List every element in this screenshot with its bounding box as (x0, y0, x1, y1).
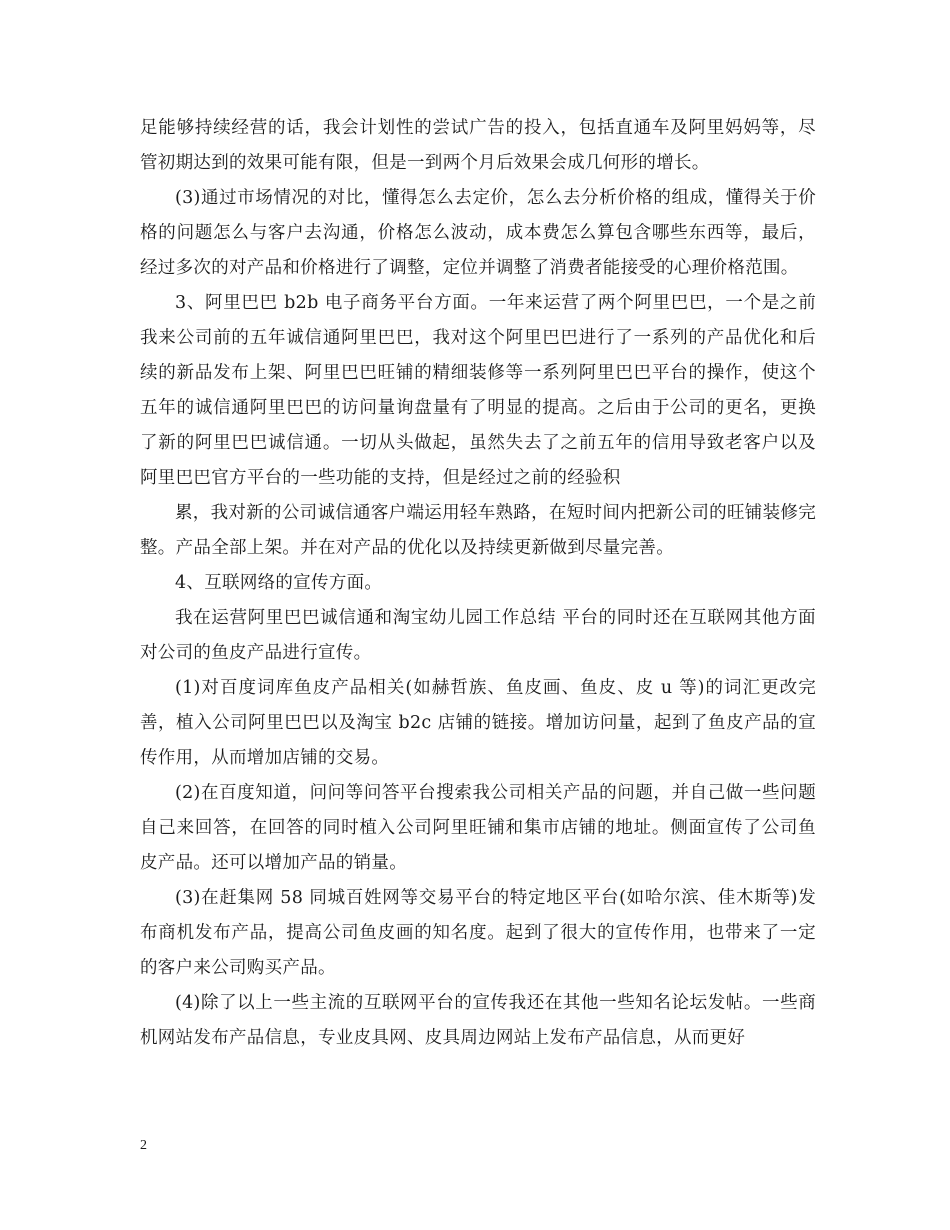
paragraph-internet-heading: 4、互联网络的宣传方面。 (175, 573, 383, 593)
paragraph-alibaba-continued: 累，我对新的公司诚信通客户端运用轻车熟路，在短时间内把新公司的旺铺装修完整。产品全部上架。并在对产品的优化以及持续更新做到尽量完善。 (140, 503, 816, 558)
paragraph-alibaba-b2b: 3、阿里巴巴 b2b 电子商务平台方面。一年来运营了两个阿里巴巴，一个是之前我来公司前的五年诚信通阿里巴巴，我对这个阿里巴巴进行了一系列的产品优化和后续的新品发布上架、阿里巴巴旺铺的精细装修等一系列阿里巴巴平台的操作，使这个五年的诚信通阿里巴巴的访问量询盘量有了明显的提高。之后由于公司的更名，更换了新的阿里巴巴诚信通。一切从头做起，虽然失去了之前五年的信用导致老客户以及阿里巴巴官方平台的一些功能的支持，但是经过之前的经验积 (140, 293, 816, 488)
paragraph-continuation: 足能够持续经营的话，我会计划性的尝试广告的投入，包括直通车及阿里妈妈等，尽管初期达到的效果可能有限，但是一到两个月后效果会成几何形的增长。 (140, 118, 816, 173)
paragraph-item-1: (1)对百度词库鱼皮产品相关(如赫哲族、鱼皮画、鱼皮、皮 u 等)的词汇更改完善，植入公司阿里巴巴以及淘宝 b2c 店铺的链接。增加访问量，起到了鱼皮产品的宣传作用，从而增加店铺的交易。 (140, 678, 816, 768)
paragraph-item-2: (2)在百度知道，问问等问答平台搜索我公司相关产品的问题，并自己做一些问题自己来回答，在回答的同时植入公司阿里旺铺和集市店铺的地址。侧面宣传了公司鱼皮产品。还可以增加产品的销量。 (140, 783, 816, 873)
body-text (140, 111, 816, 1056)
paragraph-internet-intro: 我在运营阿里巴巴诚信通和淘宝幼儿园工作总结 平台的同时还在互联网其他方面对公司的鱼皮产品进行宣传。 (140, 608, 816, 663)
page-number: 2 (140, 1138, 147, 1153)
paragraph-item-3: (3)在赶集网 58 同城百姓网等交易平台的特定地区平台(如哈尔滨、佳木斯等)发布商机发布产品，提高公司鱼皮画的知名度。起到了很大的宣传作用，也带来了一定的客户来公司购买产品。 (140, 888, 816, 978)
paragraph-pricing: (3)通过市场情况的对比，懂得怎么去定价，怎么去分析价格的组成，懂得关于价格的问题怎么与客户去沟通，价格怎么波动，成本费怎么算包含哪些东西等，最后，经过多次的对产品和价格进行了调整，定位并调整了消费者能接受的心理价格范围。 (140, 188, 816, 278)
paragraph-item-4: (4)除了以上一些主流的互联网平台的宣传我还在其他一些知名论坛发帖。一些商机网站发布产品信息，专业皮具网、皮具周边网站上发布产品信息，从而更好 (140, 993, 816, 1048)
